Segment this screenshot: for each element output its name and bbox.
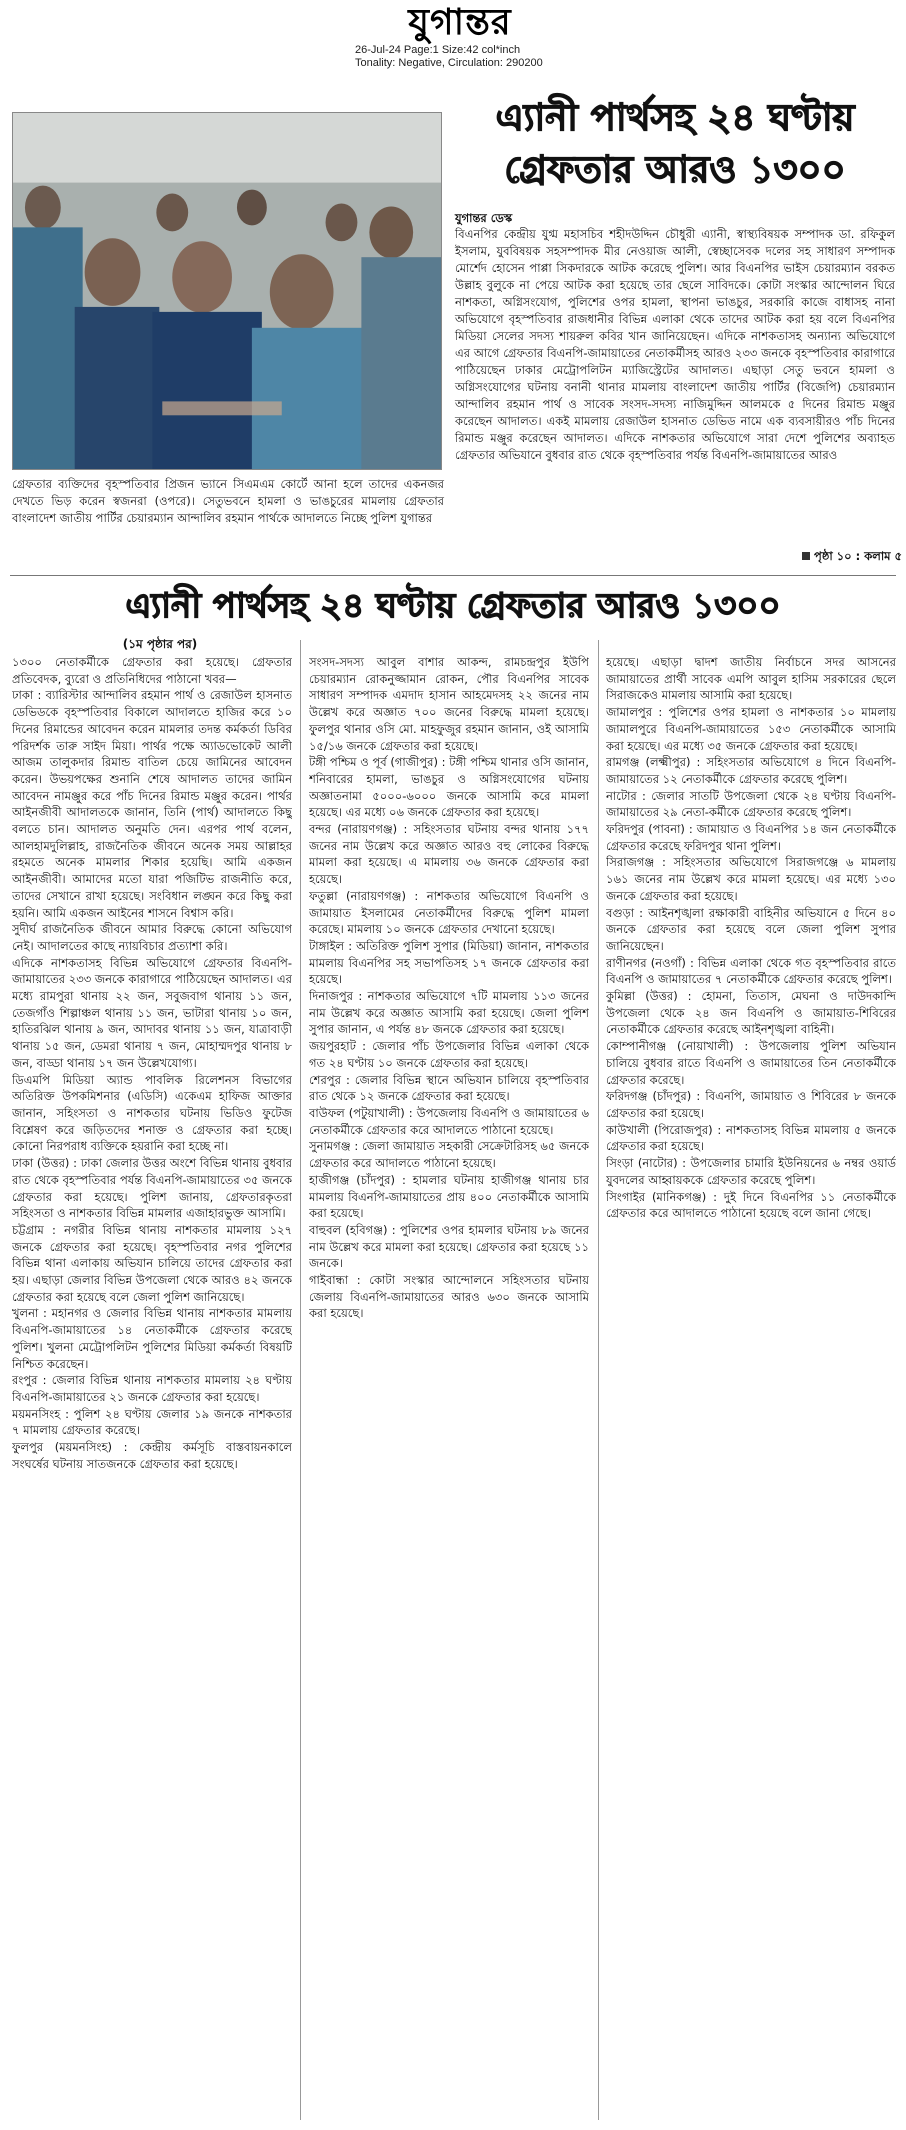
paragraph: ঢাকা (উত্তর) : ঢাকা জেলার উত্তর অংশে বিভিন্ন থানায় বুধবার রাত থেকে বৃহস্পতিবার পর্যন্ত বিএনপি-জামায়াতের ৩৫ জনকে গ্রেফতার করা হয়েছে। পুলিশ জানায়, গ্রেফতারকৃতরা সহিংসতা ও নাশকতার বিভিন্ন মামলার এজাহারভুক্ত আসামি।: [12, 1156, 292, 1221]
news-photo: [12, 112, 442, 470]
clip-meta-date-page: 26-Jul-24 Page:1 Size:42 col*inch: [355, 44, 521, 56]
paragraph: ময়মনসিংহ : পুলিশ ২৪ ঘণ্টায় জেলার ১৯ জনকে নাশকতার ৭ মামলায় গ্রেফতার করেছে।: [12, 1406, 292, 1438]
paragraph: ফরিদগঞ্জ (চাঁদপুর) : বিএনপি, জামায়াত ও শিবিরের ৮ জনকে গ্রেফতার করা হয়েছে।: [606, 1089, 896, 1120]
clip-meta-tonality: Tonality: Negative, Circulation: 290200: [355, 57, 543, 69]
lead-body: বিএনপির কেন্দ্রীয় যুগ্ম মহাসচিব শহীদউদ্দিন চৌধুরী এ্যানী, স্বাস্থ্যবিষয়ক সম্পাদক ডা. রফিকুল ইসলাম, যুববিষয়ক সহসম্পাদক মীর নেওয়াজ আলী, স্বেচ্ছাসেবক দলের সহ সাধারণ সম্পাদক মোর্শেদ হোসেন পাপ্পা সিকদারকে আটক করেছে পুলিশ। আর বিএনপির ভাইস চেয়ারম্যান বরকত উল্লাহ বুলুকে না পেয়ে আটক করা হয়েছে তার ছেলে সাবিদকে। কোটা সংস্কার আন্দোলন ঘিরে নাশকতা, অগ্নিসংযোগ, পুলিশের ওপর হামলা, স্থাপনা ভাঙচুর, সরকারি কাজে বাধাসহ নানা অভিযোগে বৃহস্পতিবার রাজধানীর বিভিন্ন এলাকা থেকে তাদের আটক করা হয় বলে বিএনপির মিডিয়া সেলের সদস্য শায়রুল কবির খান জানিয়েছেন। এদিকে নাশকতাসহ অন্যান্য অভিযোগে এর আগে গ্রেফতার বিএনপি-জামায়াতের নেতাকর্মীসহ আরও ২৩৩ জনকে বৃহস্পতিবার কারাগারে পাঠিয়েছেন ঢাকার মেট্রোপলিটন ম্যাজিস্ট্রেটের আদালত। এছাড়া সেতু ভবনে হামলা ও অগ্নিসংযোগের ঘটনায় বনানী থানার মামলায় বাংলাদেশ জাতীয় পার্টির (বিজেপি) চেয়ারম্যান আন্দালিব রহমান পার্থ ও সাবেক সংসদ-সদস্য নাজিমুদ্দিন আলমকে ৫ দিনের রিমান্ড মঞ্জুর করেছেন আদালত। একই মামলায় রেজাউল হাসনাত ডেভিড নামে এক ব্যবসায়ীরও পাঁচ দিনের রিমান্ড মঞ্জুর করেছেন আদালত। এদিকে নাশকতার অভিযোগে সারা দেশে পুলিশের অব্যাহত গ্রেফতার অভিযানে বুধবার রাত থেকে বৃহস্পতিবার পর্যন্ত বিএনপি-জামায়াতের আরও: [455, 227, 895, 462]
paragraph: ফুলপুর (ময়মনসিংহ) : কেন্দ্রীয় কর্মসূচি বাস্তবায়নকালে সংঘর্ষের ঘটনায় সাতজনকে গ্রেফতার করা হয়েছে।: [12, 1440, 292, 1471]
paragraph: রংপুর : জেলার বিভিন্ন থানায় নাশকতার মামলায় ২৪ ঘণ্টায় বিএনপি-জামায়াতের ২১ জনকে গ্রেফতার করা হয়েছে।: [12, 1373, 292, 1404]
news-photo-image: [13, 113, 441, 469]
paragraph: রামগঞ্জ (লক্ষ্মীপুর) : সহিংসতার অভিযোগে ৪ দিনে বিএনপি-জামায়াতের ১২ নেতাকর্মীকে গ্রেফতার করেছে পুলিশ।: [606, 755, 896, 786]
paragraph: সুনামগঞ্জ : জেলা জামায়াত সহকারী সেক্রেটারিসহ ৬৫ জনকে গ্রেফতার করে আদালতে পাঠানো হয়েছে।: [309, 1139, 589, 1171]
paragraph: বাহুবল (হবিগঞ্জ) : পুলিশের ওপর হামলার ঘটনায় ৮৯ জনের নাম উল্লেখ করে মামলা করা হয়েছে। গ্রেফতার করা হয়েছে ১১ জনকে।: [309, 1222, 589, 1271]
continuation-headline: এ্যানী পার্থসহ ২৪ ঘণ্টায় গ্রেফতার আরও ১৩০০: [125, 586, 781, 626]
section-divider: [10, 575, 896, 576]
paragraph: কুমিল্লা (উত্তর) : হোমনা, তিতাস, মেঘনা ও দাউদকান্দি উপজেলা থেকে ২৪ জন বিএনপি ও জামায়াত-শিবিরের নেতাকর্মীকে গ্রেফতার করেছে আইনশৃঙ্খলা বাহিনী।: [606, 989, 896, 1037]
lead-headline-line1: এ্যানী পার্থসহ ২৪ ঘণ্টায়: [495, 96, 855, 139]
clip-meta: [355, 44, 615, 70]
paragraph: ডিএমপি মিডিয়া অ্যান্ড পাবলিক রিলেশনস বিভাগের অতিরিক্ত উপকমিশনার (এডিসি) একেএম হাফিজ আক্তার জানান, সহিংসতা ও নাশকতার ঘটনায় ভিডিও ফুটেজ বিশ্লেষণ করে জড়িতদের শনাক্ত ও গ্রেফতার করা হচ্ছে। কোনো নিরপরাধ ব্যক্তিকে হয়রানি করা হচ্ছে না।: [12, 1072, 292, 1154]
column-divider: [598, 640, 599, 2120]
jump-reference: [762, 548, 902, 567]
paragraph: হাজীগঞ্জ (চাঁদপুর) : হামলার ঘটনায় হাজীগঞ্জ থানায় চার মামলায় বিএনপি-জামায়াতের প্রায় ৪০০ নেতাকর্মীকে আসামি করা হয়েছে।: [309, 1172, 589, 1221]
paragraph: জামালপুর : পুলিশের ওপর হামলা ও নাশকতার ১০ মামলায় জামালপুরে বিএনপি-জামায়াতের ১৫৩ নেতাকর্মীকে আসামি করা হয়েছে। এর মধ্যে ৩৫ জনকে গ্রেফতার করা হয়েছে।: [606, 705, 896, 753]
byline: যুগান্তর ডেস্ক: [455, 211, 513, 225]
paragraph: ফতুল্লা (নারায়ণগঞ্জ) : নাশকতার অভিযোগে বিএনপি ও জামায়াত ইসলামের নেতাকর্মীদের বিরুদ্ধে পুলিশ মামলা করেছে। মামলায় ১০ জনকে গ্রেফতার দেখানো হয়েছে।: [309, 888, 589, 937]
lead-headline: [455, 92, 895, 196]
paragraph: গাইবান্ধা : কোটা সংস্কার আন্দোলনে সহিংসতার ঘটনায় জেলায় বিএনপি-জামায়াতের আরও ৬৩০ জনকে আসামি করা হয়েছে।: [309, 1273, 589, 1321]
continuation-label: (১ম পৃষ্ঠার পর): [122, 637, 198, 651]
paragraph: সিংড়া (নাটোর) : উপজেলার চামারি ইউনিয়নের ৬ নম্বর ওয়ার্ড যুবদলের আহ্বায়ককে গ্রেফতার করেছে পুলিশ।: [606, 1156, 896, 1187]
article-column-1: [12, 654, 292, 2114]
paragraph: খুলনা : মহানগর ও জেলার বিভিন্ন থানায় নাশকতার মামলায় বিএনপি-জামায়াতের ১৪ নেতাকর্মীকে গ্রেফতার করেছে পুলিশ। খুলনা মেট্রোপলিটন পুলিশের মিডিয়া কর্মকর্তা বিষয়টি নিশ্চিত করেছেন।: [12, 1306, 292, 1371]
paragraph: ঢাকা : ব্যারিস্টার আন্দালিব রহমান পার্থ ও রেজাউল হাসনাত ডেভিডকে বৃহস্পতিবার বিকালে আদালতে হাজির করে ১০ দিনের রিমান্ডের আবেদন করেন মামলার তদন্ত কর্মকর্তা ডিবির পরিদর্শক তারু সাইদ মিয়া। পার্থর পক্ষে অ্যাডভোকেট আলী আজম তালুকদার রিমান্ড বাতিল চেয়ে জামিনের আবেদন করেন। উভয়পক্ষের শুনানি শেষে আদালত তাদের জামিন আবেদন নামঞ্জুর করে পাঁচ দিনের রিমান্ড মঞ্জুর করেন। পার্থর আইনজীবী আদালতকে জানান, তিনি (পার্থ) আদালতে কিছু বলতে চান। আদালত অনুমতি দেন। এরপর পার্থ বলেন, আলহামদুলিল্লাহ, রাজনৈতিক জীবনে অনেক সময় আল্লাহর রহমতে অনেক মামলার শিকার হয়েছি। আমি একজন আইনজীবী। আমাদের মতো যারা পজিটিভ রাজনীতি করে, তাদের সেখানে রাখা হয়েছে। সংবিধান লঙ্ঘন করে কিছু করা হয়নি। আমি একজন আইনের শাসনে বিশ্বাস করি।: [12, 688, 292, 920]
paragraph: নাটোর : জেলার সাতটি উপজেলা থেকে ২৪ ঘণ্টায় বিএনপি-জামায়াতের ২৯ নেতা-কর্মীকে গ্রেফতার করেছে পুলিশ।: [606, 788, 896, 820]
jump-reference-text: পৃষ্ঠা ১০ : কলাম ৫: [814, 549, 902, 563]
photo-caption: গ্রেফতার ব্যক্তিদের বৃহস্পতিবার প্রিজন ভ্যানে সিএমএম কোর্টে আনা হলে তাদের একনজর দেখতে ভিড় করেন স্বজনরা (ওপরে)। সেতুভবনে হামলা ও ভাঙচুরের মামলায় গ্রেফতার বাংলাদেশ জাতীয় পার্টির চেয়ারম্যান আন্দালিব রহমান পার্থকে আদালতে নিচ্ছে পুলিশ যুগান্তর: [12, 477, 444, 525]
article-column-2: [309, 654, 589, 2114]
paragraph: শেরপুর : জেলার বিভিন্ন স্থানে অভিযান চালিয়ে বৃহস্পতিবার রাত থেকে ১২ জনকে গ্রেফতার করা হয়েছে।: [309, 1072, 589, 1104]
paragraph: সংসদ-সদস্য আবুল বাশার আকন্দ, রামচন্দ্রপুর ইউপি চেয়ারম্যান রোকনুজ্জামান রোকন, পৌর বিএনপির সাবেক সাধারণ সম্পাদক এমদাদ হাসান আহমেদসহ ২২ জনের নাম উল্লেখ করে অজ্ঞাত ৭০০ জনের বিরুদ্ধে মামলা হয়েছে। ফুলপুর থানার ওসি মো. মাহফুজুর রহমান জানান, ওই আসামি ১৫/১৬ জনকে গ্রেফতার করা হয়েছে।: [309, 655, 589, 753]
paragraph: বগুড়া : আইনশৃঙ্খলা রক্ষাকারী বাহিনীর অভিযানে ৫ দিনে ৪০ জনকে গ্রেফতার করা হয়েছে বলে জেলা পুলিশ সুপার জানিয়েছেন।: [606, 905, 896, 953]
paragraph: সুদীর্ঘ রাজনৈতিক জীবনে আমার বিরুদ্ধে কোনো অভিযোগ নেই। আদালতের কাছে ন্যায়বিচার প্রত্যাশা করি।: [12, 922, 292, 953]
column-divider: [300, 640, 301, 2120]
paragraph: কাউখালী (পিরোজপুর) : নাশকতাসহ বিভিন্ন মামলায় ৫ জনকে গ্রেফতার করা হয়েছে।: [606, 1122, 896, 1154]
clip-header: [0, 0, 906, 80]
jump-square-icon: [802, 552, 810, 560]
paragraph: হয়েছে। এছাড়া দ্বাদশ জাতীয় নির্বাচনে সদর আসনের জামায়াতের প্রার্থী সাবেক এমপি আবুল হাসিম সরকারের ছেলে সিরাজকেও মামলায় আসামি করা হয়েছে।: [606, 655, 896, 703]
paragraph: এদিকে নাশকতাসহ বিভিন্ন অভিযোগে গ্রেফতার বিএনপি-জামায়াতের ২৩৩ জনকে কারাগারে পাঠিয়েছেন আদালত। এর মধ্যে রামপুরা থানায় ২২ জন, সবুজবাগ থানায় ১১ জন, তেজগাঁও শিল্পাঞ্চল থানায় ১১ জন, ভাটারা থানায় ১০ জন, হাতিরঝিল থানায় ৯ জন, আদাবর থানায় ১১ জন, যাত্রাবাড়ী থানায় ১৫ জন, ডেমরা থানায় ৭ জন, মোহাম্মদপুর থানায় ৮ জন, বাড্ডা থানায় ১৭ জন উল্লেখযোগ্য।: [12, 955, 292, 1070]
paragraph: বন্দর (নারায়ণগঞ্জ) : সহিংসতার ঘটনায় বন্দর থানায় ১৭৭ জনের নাম উল্লেখ করে অজ্ঞাত আরও বহু লোকের বিরুদ্ধে মামলা করা হয়েছে। এ মামলায় ৩৬ জনকে গ্রেফতার করা হয়েছে।: [309, 822, 589, 887]
article-column-3: [606, 654, 896, 2114]
newspaper-masthead: যুগান্তর: [408, 1, 512, 43]
paragraph: বাউফল (পটুয়াখালী) : উপজেলায় বিএনপি ও জামায়াতের ৬ নেতাকর্মীকে গ্রেফতার করে আদালতে পাঠানো হয়েছে।: [309, 1105, 589, 1137]
paragraph: টঙ্গী পশ্চিম ও পূর্ব (গাজীপুর) : টঙ্গী পশ্চিম থানার ওসি জানান, শনিবারের হামলা, ভাঙচুর ও অগ্নিসংযোগের ঘটনায় অজ্ঞাতনামা ৫০০০-৬০০০ জনকে আসামি করে মামলা হয়েছে। এর মধ্যে ০৬ জনকে গ্রেফতার করা হয়েছে।: [309, 755, 589, 820]
paragraph: ফরিদপুর (পাবনা) : জামায়াত ও বিএনপির ১৪ জন নেতাকর্মীকে গ্রেফতার করেছে ফরিদপুর থানা পুলিশ।: [606, 822, 896, 853]
paragraph: চট্টগ্রাম : নগরীর বিভিন্ন থানায় নাশকতার মামলায় ১২৭ জনকে গ্রেফতার করা হয়েছে। বৃহস্পতিবার নগর পুলিশের বিভিন্ন থানা এলাকায় অভিযান চালিয়ে তাদের গ্রেফতার করা হয়। এছাড়া জেলার বিভিন্ন উপজেলা থেকে আরও ৪২ জনকে গ্রেফতার করা হয়েছে বলে জেলা পুলিশ জানিয়েছে।: [12, 1222, 292, 1304]
paragraph: সিরাজগঞ্জ : সহিংসতার অভিযোগে সিরাজগঞ্জে ৬ মামলায় ১৬১ জনের নাম উল্লেখ করে মামলা হয়েছে। এর মধ্যে ১৩০ জনকে গ্রেফতার করা হয়েছে।: [606, 855, 896, 903]
paragraph: ১৩০০ নেতাকর্মীকে গ্রেফতার করা হয়েছে। গ্রেফতার প্রতিবেদক, ব্যুরো ও প্রতিনিধিদের পাঠানো খবর—: [12, 655, 292, 686]
paragraph: জয়পুরহাট : জেলার পাঁচ উপজেলার বিভিন্ন এলাকা থেকে গত ২৪ ঘণ্টায় ১০ জনকে গ্রেফতার করা হয়েছে।: [309, 1039, 589, 1070]
paragraph: কোম্পানীগঞ্জ (নোয়াখালী) : উপজেলায় পুলিশ অভিযান চালিয়ে বুধবার রাতে বিএনপি ও জামায়াতের তিন নেতাকর্মীকে গ্রেফতার করেছে।: [606, 1039, 896, 1087]
paragraph: দিনাজপুর : নাশকতার অভিযোগে ৭টি মামলায় ১১৩ জনের নাম উল্লেখ করে অজ্ঞাত আসামি করা হয়েছে। জেলা পুলিশ সুপার জানান, এ পর্যন্ত ৪৮ জনকে গ্রেফতার করা হয়েছে।: [309, 989, 589, 1037]
paragraph: রাণীনগর (নওগাঁ) : বিভিন্ন এলাকা থেকে গত বৃহস্পতিবার রাতে বিএনপি ও জামায়াতের ৭ নেতাকর্মীকে গ্রেফতার করেছে পুলিশ।: [606, 955, 896, 987]
paragraph: সিংগাইর (মানিকগঞ্জ) : দুই দিনে বিএনপির ১১ নেতাকর্মীকে গ্রেফতার করে আদালতে পাঠানো হয়েছে বলে জানা গেছে।: [606, 1189, 896, 1221]
paragraph: টাঙ্গাইল : অতিরিক্ত পুলিশ সুপার (মিডিয়া) জানান, নাশকতার মামলায় বিএনপির সহ সভাপতিসহ ১৭ জনকে গ্রেফতার করা হয়েছে।: [309, 938, 589, 987]
lead-headline-line2: গ্রেফতার আরও ১৩০০: [504, 148, 846, 191]
